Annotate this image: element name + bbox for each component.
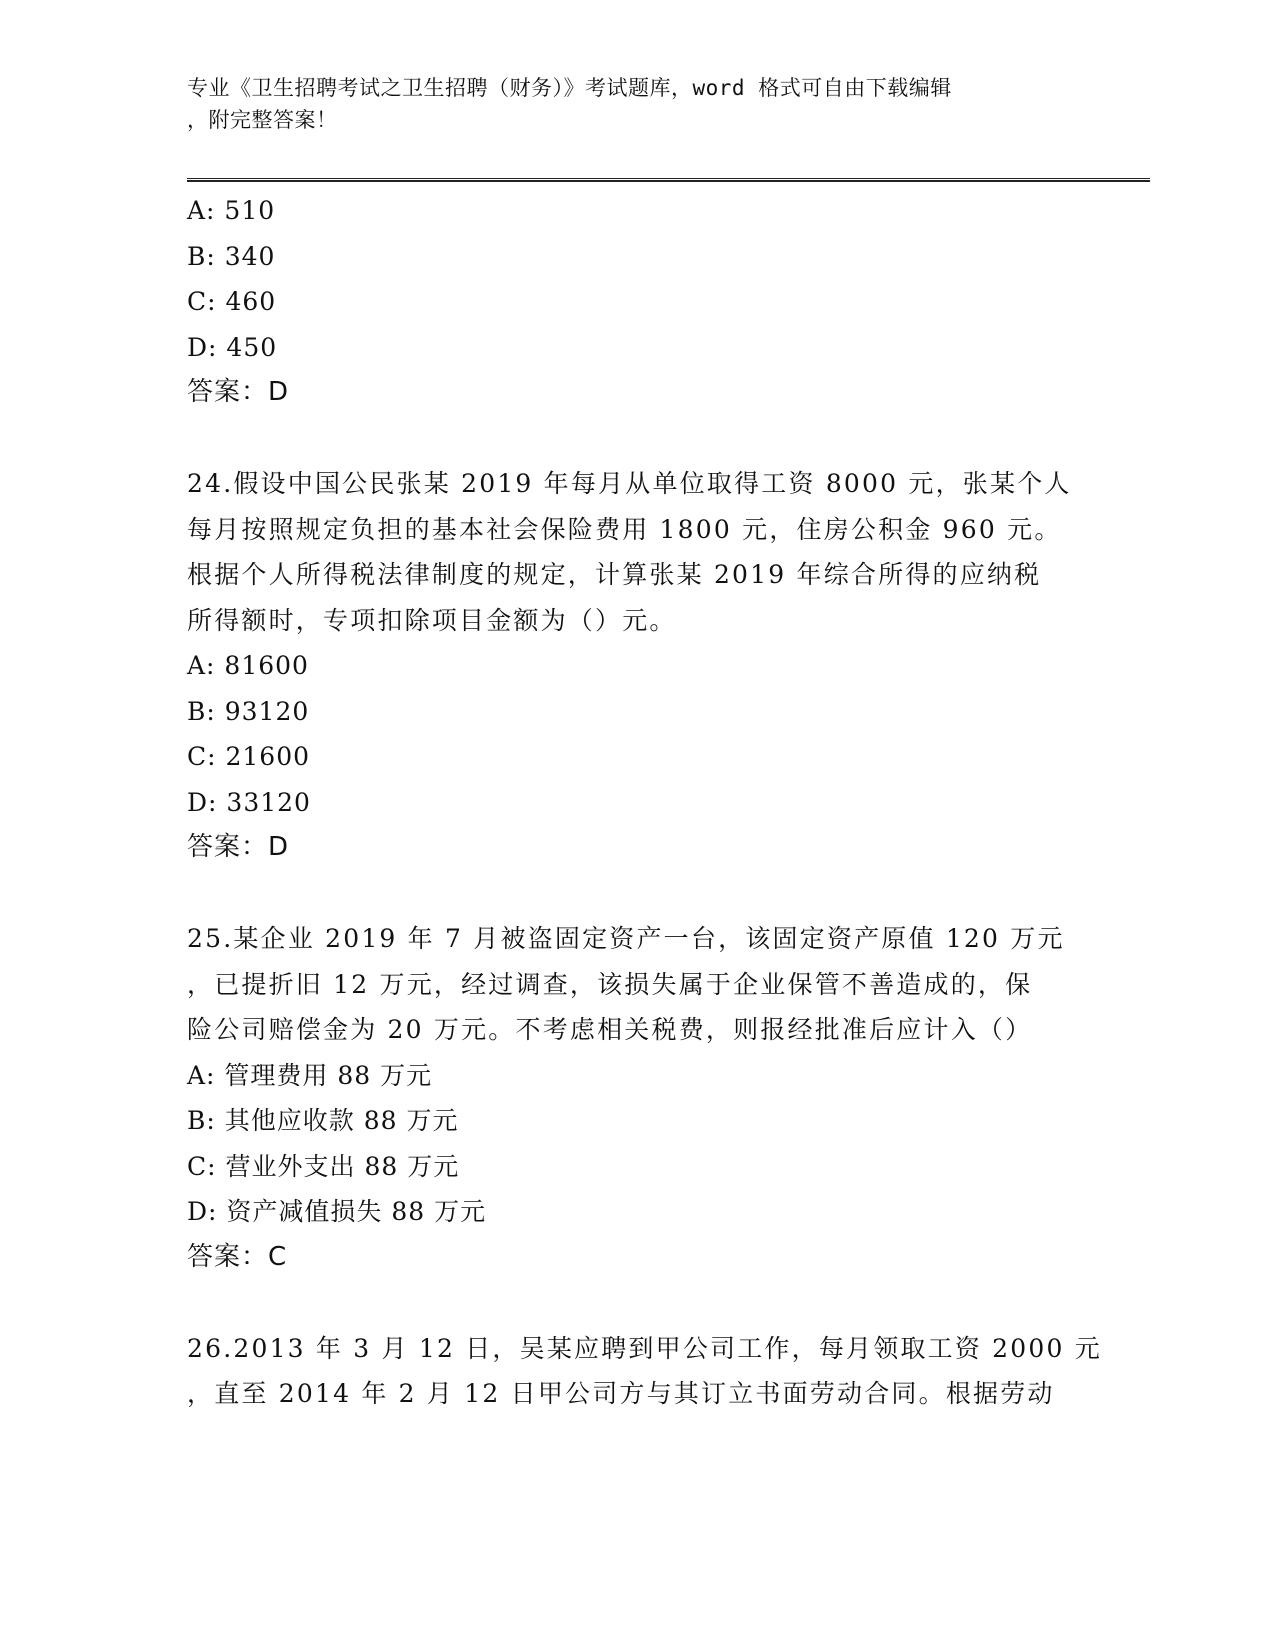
answer-line: 答案：C <box>187 1241 288 1272</box>
question-text-line: 根据个人所得税法律制度的规定，计算张某 2019 年综合所得的应纳税 <box>187 560 1042 589</box>
page-header <box>187 72 1077 136</box>
option-d: D: 450 <box>187 332 278 362</box>
option-a: A: 81600 <box>187 651 309 680</box>
answer-line: 答案：D <box>187 832 290 862</box>
question-text-line: 26.2013 年 3 月 12 日，吴某应聘到甲公司工作，每月领取工资 2000 元 <box>187 1333 1102 1363</box>
option-d: D: 资产减值损失 88 万元 <box>187 1197 487 1226</box>
question-text-line: 险公司赔偿金为 20 万元。不考虑相关税费，则报经批准后应计入（） <box>187 1015 1033 1044</box>
question-text-line: ，已提折旧 12 万元，经过调查，该损失属于企业保管不善造成的，保 <box>187 969 1033 999</box>
option-c: C: 营业外支出 88 万元 <box>187 1151 460 1181</box>
question-text-line: ，直至 2014 年 2 月 12 日甲公司方与其订立书面劳动合同。根据劳动 <box>187 1379 1055 1408</box>
question-block-23 <box>187 188 1087 416</box>
question-block-24 <box>187 461 1087 871</box>
header-line: 专业《卫生招聘考试之卫生招聘（财务）》考试题库，word 格式可自由下载编辑 <box>187 76 952 100</box>
question-text-line: 所得额时，专项扣除项目金额为（）元。 <box>187 605 677 635</box>
answer-line: 答案：D <box>187 377 290 407</box>
header-divider <box>187 178 1150 182</box>
question-block-25 <box>187 916 1087 1280</box>
option-b: B: 其他应收款 88 万元 <box>187 1106 459 1135</box>
header-line: ，附完整答案！ <box>187 108 338 132</box>
option-c: C: 21600 <box>187 742 311 771</box>
question-text-line: 24.假设中国公民张某 2019 年每月从单位取得工资 8000 元，张某个人 <box>187 469 1072 498</box>
question-block-26 <box>187 1326 1102 1417</box>
option-a: A: 510 <box>187 196 276 225</box>
question-text-line: 每月按照规定负担的基本社会保险费用 1800 元，住房公积金 960 元。 <box>187 514 1062 544</box>
option-b: B: 340 <box>187 241 276 271</box>
option-d: D: 33120 <box>187 787 311 817</box>
option-c: C: 460 <box>187 287 277 316</box>
option-a: A: 管理费用 88 万元 <box>187 1060 433 1090</box>
option-b: B: 93120 <box>187 696 310 726</box>
question-list <box>187 188 1102 1417</box>
question-text-line: 25.某企业 2019 年 7 月被盗固定资产一台，该固定资产原值 120 万元 <box>187 924 1065 953</box>
